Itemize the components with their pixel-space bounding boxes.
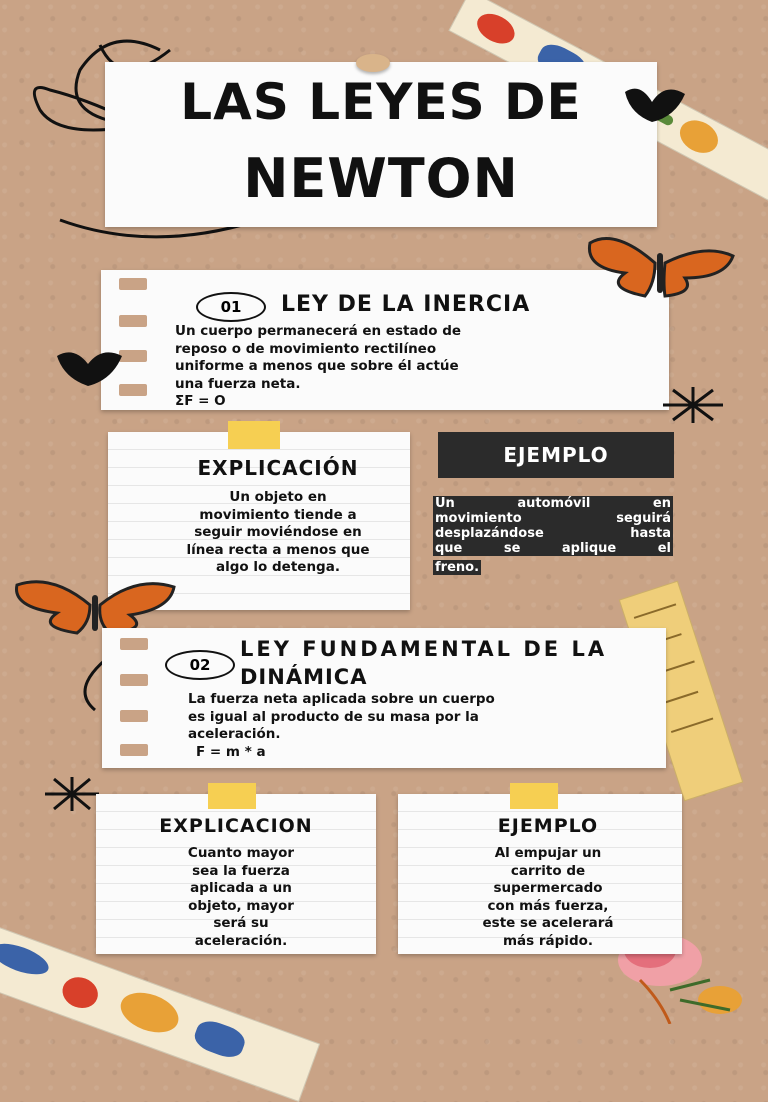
law1-number-badge — [196, 292, 266, 322]
example1-line: movimiento seguirá — [435, 511, 671, 526]
butterfly-icon — [585, 228, 735, 302]
title-card — [105, 62, 657, 227]
explanation2-line: sea la fuerza — [192, 862, 290, 879]
law1-number: 01 — [220, 298, 242, 316]
example1-label — [438, 432, 674, 478]
example2-card — [398, 794, 682, 954]
law2-line: aceleración. — [188, 726, 281, 742]
law2-number-badge — [165, 650, 235, 680]
law1-line: una fuerza neta. — [175, 375, 301, 392]
explanation1-line: Un objeto en — [229, 489, 327, 505]
explanation2-line: objeto, mayor — [188, 897, 294, 914]
tape-strip — [228, 421, 280, 449]
title-line-2: NEWTON — [243, 147, 519, 210]
law2-line: La fuerza neta aplicada sobre un cuerpo — [188, 691, 495, 707]
explanation2-line: aplicada a un — [190, 880, 292, 896]
explanation2-line: aceleración. — [194, 932, 288, 949]
title-line-1: LAS LEYES DE — [180, 73, 582, 131]
example1-line: desplazándose hasta — [435, 526, 671, 541]
explanation1-line: línea recta a menos que — [186, 541, 370, 558]
example2-heading: EJEMPLO — [497, 815, 599, 837]
law1-heading: LEY DE LA INERCIA — [281, 292, 531, 317]
law1-formula: ΣF = O — [175, 393, 226, 409]
example1-heading: EJEMPLO — [503, 443, 609, 467]
law2-card — [102, 628, 666, 768]
heart-icon — [620, 82, 690, 130]
law2-line: es igual al producto de su masa por la — [188, 708, 479, 725]
law2-heading-line-2: DINÁMICA — [240, 665, 368, 689]
tape-strip — [208, 783, 256, 809]
law1-text — [175, 323, 461, 411]
explanation1-line: seguir moviéndose en — [194, 524, 362, 540]
pushpin — [356, 54, 390, 72]
law2-number: 02 — [189, 656, 211, 674]
explanation2-heading: EXPLICACION — [159, 815, 313, 837]
example1-line: Un automóvil en — [435, 496, 671, 511]
explanation2-text — [96, 845, 386, 950]
explanation2-line: será su — [213, 915, 269, 931]
asterisk-doodle-icon — [658, 385, 728, 429]
law1-line: uniforme a menos que sobre él actúe — [175, 358, 459, 374]
tape-strip — [510, 783, 558, 809]
example2-text — [398, 845, 698, 950]
explanation1-text — [118, 489, 438, 577]
law2-text — [188, 691, 495, 761]
example1-text — [433, 496, 673, 575]
asterisk-doodle-icon — [42, 775, 102, 817]
law2-heading-line-1: LEY FUNDAMENTAL DE LA — [240, 637, 608, 661]
example2-line: más rápido. — [502, 932, 594, 949]
example2-line: carrito de — [510, 862, 586, 879]
explanation1-line: algo lo detenga. — [216, 559, 340, 575]
law1-card — [101, 270, 669, 410]
explanation2-card — [96, 794, 376, 954]
example2-line: supermercado — [493, 880, 603, 896]
explanation1-heading: EXPLICACIÓN — [197, 456, 359, 480]
example2-line: Al empujar un — [494, 845, 602, 861]
example1-line: que se aplique el — [433, 541, 673, 556]
heart-icon — [54, 346, 126, 392]
example1-line: freno. — [435, 560, 480, 575]
example2-line: este se acelerará — [482, 915, 614, 931]
law2-formula: F = m * a — [196, 743, 266, 760]
law1-line: Un cuerpo permanecerá en estado de — [175, 323, 462, 339]
law1-line: reposo o de movimiento rectilíneo — [175, 340, 437, 357]
example2-line: con más fuerza, — [487, 897, 609, 914]
explanation2-line: Cuanto mayor — [187, 845, 295, 861]
explanation1-line: movimiento tiende a — [199, 506, 357, 523]
